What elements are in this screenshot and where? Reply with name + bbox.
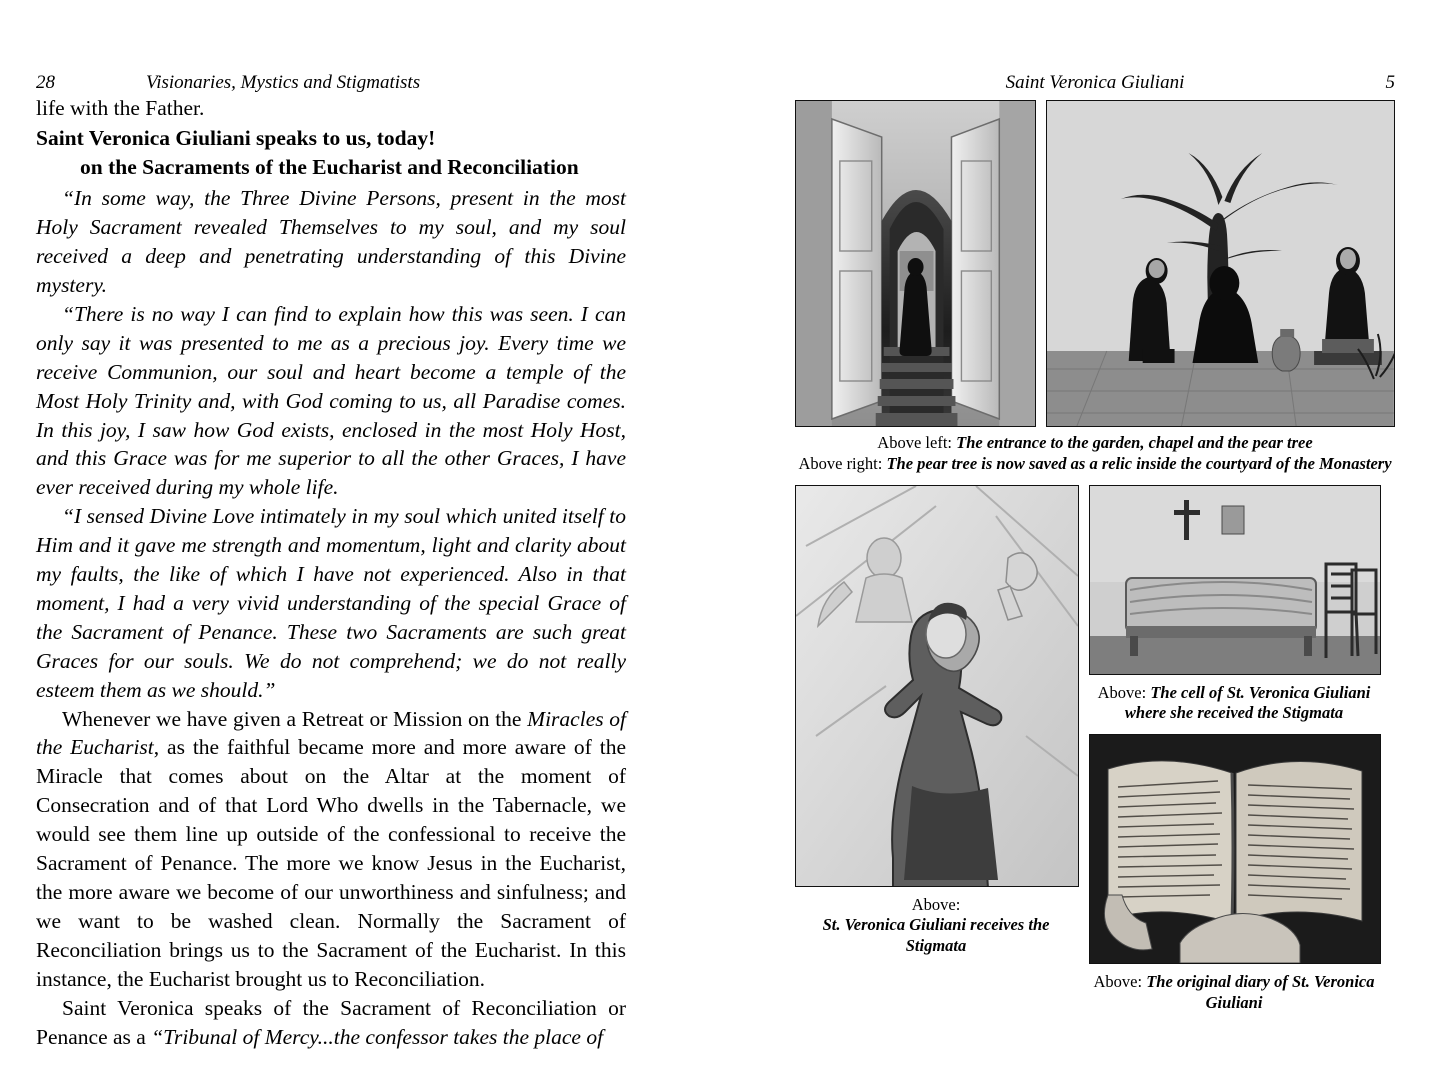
narrative-p1-part1: Whenever we have given a Retreat or Mission on the	[62, 706, 528, 731]
left-page	[36, 72, 627, 1049]
open-diary-illustration	[1090, 735, 1380, 963]
stigmata-block	[795, 485, 1077, 1014]
left-body-text	[36, 184, 626, 1051]
right-page	[795, 72, 1395, 1037]
caption-cell	[1089, 683, 1379, 725]
caption-diary-label: Above:	[1093, 972, 1143, 992]
photo-row-top	[795, 100, 1395, 427]
caption-above-right-label: Above right:	[798, 453, 883, 473]
photo-original-diary	[1089, 734, 1381, 964]
right-running-title: Saint Veronica Giuliani	[1005, 72, 1185, 93]
cell-and-diary-block	[1089, 485, 1379, 1014]
photo-row-middle	[795, 485, 1395, 1014]
caption-diary-text: The original diary of St. Veronica Giuliani	[1146, 972, 1375, 1012]
entrance-corridor-illustration	[796, 101, 1035, 426]
cell-bed-illustration	[1090, 486, 1380, 674]
quote-paragraph-3: “I sensed Divine Love intimately in my soul which united itself to Him and it gave me strength and momentum, light and clarity about my faults, the like of which I have not experienced. Also in that moment, I had a very vivid understanding of the special Grace of the Sacrament of Penance. These two Sacraments are such great Graces for our souls. We do not comprehend; we do not really esteem them as we should.”	[36, 504, 626, 702]
section-heading: Saint Veronica Giuliani speaks to us, today!	[36, 126, 436, 151]
photo-cell-bed	[1089, 485, 1381, 675]
narrative-p2-part1: Saint Veronica speaks of the Sacrament of Reconciliation or Penance as a	[36, 995, 626, 1049]
stigmata-painting-illustration	[796, 486, 1078, 886]
caption-cell-label: Above:	[1097, 682, 1147, 702]
caption-painting-label: Above:	[911, 894, 961, 914]
quote-paragraph-2: “There is no way I can find to explain how this was seen. I can only say it was presented to me as a precious joy. Every time we receive Communion, our soul and heart become a temple of the Most Holy Trinity and, with God coming to us, all Paradise comes. In this joy, I saw how God exists, enclosed in the most Holy Host, and this Grace was for me superior to all the other Graces, I have ever received during my whole life.	[36, 301, 626, 500]
section-subheading: on the Sacraments of the Eucharist and Reconciliation	[80, 155, 579, 180]
caption-diary	[1089, 972, 1379, 1014]
narrative-paragraph-2	[36, 994, 626, 1052]
left-page-folio: 28	[36, 72, 55, 93]
caption-above-left-label: Above left:	[877, 433, 952, 452]
left-running-title: Visionaries, Mystics and Stigmatists	[146, 72, 421, 93]
narrative-p1-italic: Miracles of the Eucharist	[36, 706, 627, 760]
photo-stigmata-painting	[795, 485, 1079, 887]
caption-above-left-text: The entrance to the garden, chapel and the pear tree	[956, 433, 1313, 452]
quote-paragraph-1: “In some way, the Three Divine Persons, present in the most Holy Sacrament revealed Themselves to my soul, and my soul received a deep and penetrating understanding of this Divine mystery.	[36, 186, 626, 297]
narrative-p1-part2: , as the faithful became more and more aware of the Miracle that comes about on the Altar at the moment of Consecration and of that Lord Who dwells in the Tabernacle, we would see them line up outside of the confessional to receive the Sacrament of Penance. The more we know Jesus in the Eucharist, the more aware we become of our unworthiness and sinfulness; and we want to be washed clean. Normally the Sacrament of Reconciliation brings us to the Sacrament of the Eucharist. In this instance, the Eucharist brought us to Reconciliation.	[36, 735, 626, 991]
photo-entrance-to-garden	[795, 100, 1036, 427]
narrative-p2-italic: “Tribunal of Mercy...the confessor takes the place of	[151, 1024, 604, 1049]
caption-above-right	[795, 454, 1395, 475]
pear-tree-courtyard-illustration	[1047, 101, 1394, 426]
narrative-paragraph-1	[36, 705, 626, 994]
right-page-folio: 5	[1385, 72, 1395, 93]
caption-cell-text: The cell of St. Veronica Giuliani where she received the Stigmata	[1124, 682, 1371, 723]
caption-stigmata-painting	[795, 895, 1077, 957]
left-page-header	[36, 72, 626, 94]
right-page-header	[795, 72, 1395, 94]
carryover-line: life with the Father.	[36, 96, 205, 120]
photo-pear-tree-relic	[1046, 100, 1395, 427]
caption-top-row	[795, 433, 1395, 475]
caption-painting-text: St. Veronica Giuliani receives the Stigmata	[822, 915, 1050, 956]
caption-above-left	[795, 433, 1395, 454]
caption-above-right-text: The pear tree is now saved as a relic inside the courtyard of the Monastery	[886, 453, 1392, 473]
